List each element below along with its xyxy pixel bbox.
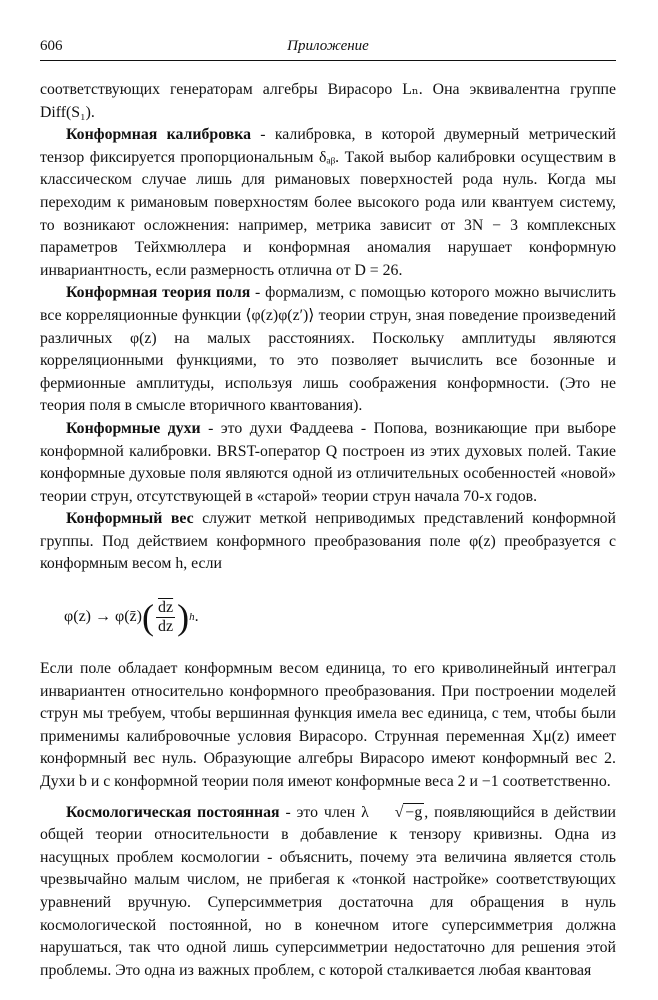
page-header — [40, 36, 616, 61]
paren-open: ( — [141, 597, 154, 638]
formula-lhs: φ(z) → φ(z̄) — [64, 607, 142, 625]
entry-term: Конформные духи — [66, 419, 201, 437]
entry-conformal-field-theory — [40, 282, 616, 418]
entry-text: , появляющийся в действии общей теории относительности в добавление к тензору кривизны. Одна из насущных проблем космологии - объяснить, почему эта величина является столь чрезвычайно малым числом, не прибегая к «тонкой настройке» соответствующих уравнений вручную. Суперсимметрия достаточна для обращения в нуль космологической постоянной, но в конечном итоге суперсимметрия должна нарушаться, так что одной лишь суперсимметрии недостаточно для решения этой проблемы. Это одна из важных проблем, с которой сталкивается любая квантовая — [40, 803, 616, 979]
entry-term: Конформный вес — [66, 510, 194, 528]
formula-fraction — [156, 599, 175, 636]
entry-text: - это духи Фаддеева - Попова, возникающие при выборе конформной калибровки. BRST-оператор Q построен из этих духовых полей. Такие конформные духовые поля являются одной из отличительных особенностей «новой» теории струн, отсутствующей в «старой» теории струн начала 70-х годов. — [40, 419, 616, 505]
entry-cosmological-constant — [40, 802, 616, 983]
entry-conformal-gauge — [40, 124, 616, 282]
formula-conformal-weight — [40, 582, 616, 652]
entry-text: - калибровка, в которой двумерный метрический тензор фиксируется пропорциональным δₐᵦ. Такой выбор калибровки осуществим в классическом случае лишь для римановых поверхностей рода нуль. Когда мы переходим к римановым поверхностям более высокого рода или квантуем систему, то возникают осложнения: например, метрика зависит от 3N − 3 комплексных параметров Тейхмюллера и конформная аномалия нарушает конформную инвариантность, если размерность отлична от D = 26. — [40, 126, 616, 279]
entry-conformal-ghosts — [40, 418, 616, 508]
paren-close: ) — [177, 597, 190, 638]
entry-text: - формализм, с помощью которого можно вычислить все корреляционные функции ⟨φ(z)φ(z′)⟩ теории струн, зная поведение произведений различных φ(z) на малых расстояниях. Поскольку амплитуды являются корреляционными функциями, то это позволяет вычислить все бозонные и фермионные амплитуды, используя лишь соображения конформности. (Это не теория поля в смысле вторичного квантования). — [40, 284, 616, 415]
entry-text: служит меткой неприводимых представлений конформной группы. Под действием конформного преобразования поле φ(z) преобразуется с конформным весом h, если — [40, 510, 616, 573]
paragraph-conformal-weight-cont: Если поле обладает конформным весом единица, то его криволинейный интеграл инвариантен относительно конформного преобразования. При построении моделей струн мы требуем, чтобы вершинная функция имела вес единица, с тем, чтобы были применимы калибровочные условия Вирасоро. Струнная переменная Xμ(z) имеет конформный вес нуль. Образующие алгебры Вирасоро имеют конформный вес 2. Духи b и c конформной теории поля имеют конформные веса 2 и −1 соответственно. — [40, 660, 616, 791]
formula-trail: . — [194, 607, 199, 625]
formula-exponent: h — [189, 610, 195, 623]
fraction-denominator: dz — [157, 617, 174, 635]
entry-term: Конформная теория поля — [66, 284, 251, 302]
page-number: 606 — [40, 38, 63, 54]
entry-term: Космологическая постоянная — [66, 803, 280, 821]
page-body — [40, 79, 616, 982]
spacer — [40, 794, 616, 802]
entry-term: Конформная калибровка — [66, 126, 251, 144]
entry-conformal-weight — [40, 508, 616, 576]
page — [40, 36, 616, 982]
entry-prefix: - это член — [279, 803, 362, 821]
lambda-symbol: λ — [361, 803, 369, 821]
sqrt-radicand: −g — [405, 803, 423, 821]
sqrt-expression: √ −g — [394, 803, 423, 821]
paragraph-continuation: соответствующих генераторам алгебры Вирасоро Lₙ. Она эквивалентна группе Diff(S₁). — [40, 81, 616, 121]
running-title: Приложение — [287, 38, 369, 54]
fraction-numerator: $\overline{dz}$ — [157, 598, 174, 616]
